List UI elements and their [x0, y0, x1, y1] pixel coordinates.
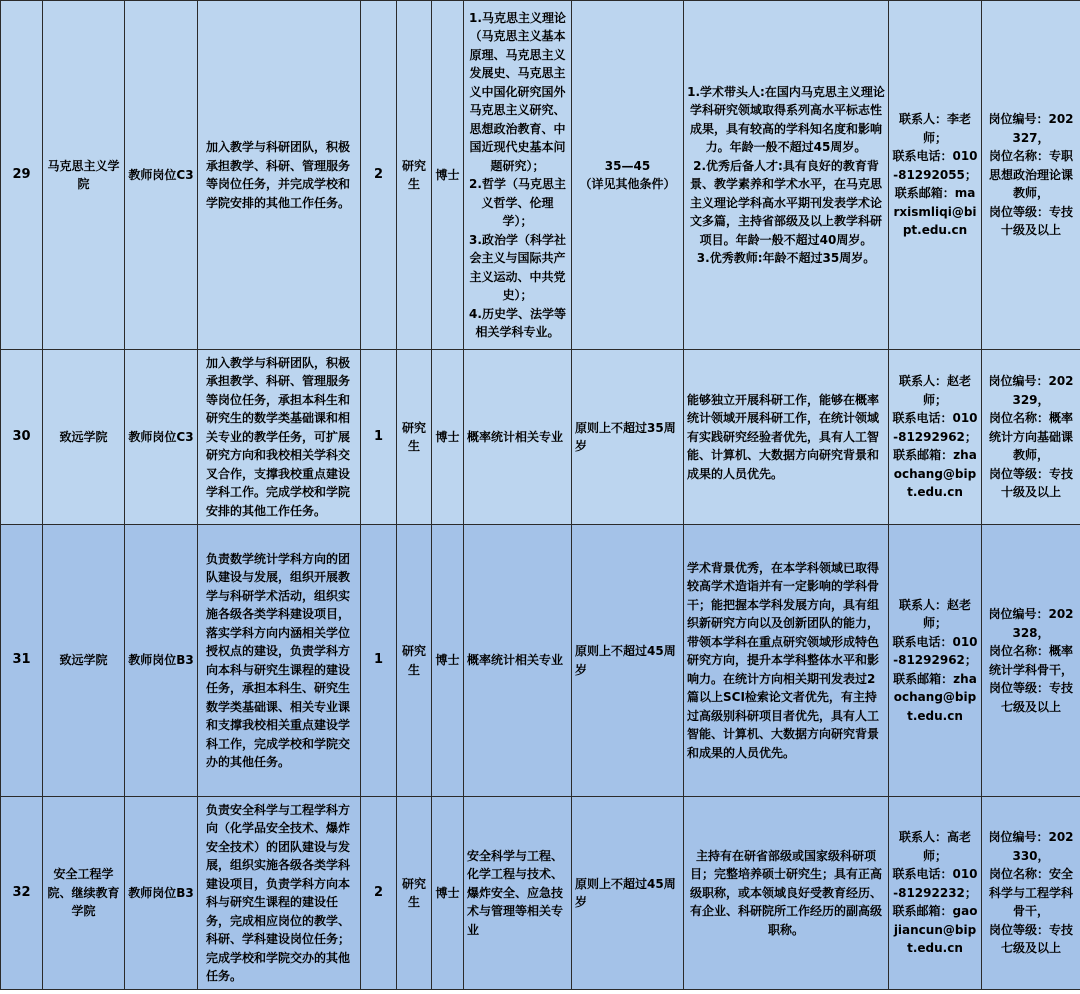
hire-count: 2	[361, 797, 397, 990]
position-name: 教师岗位C3	[125, 350, 198, 525]
college-name: 安全工程学院、继续教育学院	[43, 797, 125, 990]
education: 研究生	[397, 1, 432, 350]
major: 安全科学与工程、化学工程与技术、爆炸安全、应急技术与管理等相关专业	[464, 797, 572, 990]
major: 1.马克思主义理论（马克思主义基本原理、马克思主义发展史、马克思主义中国化研究国外马克思主义研究、思想政治教育、中国近现代史基本问题研究）； 2.哲学（马克思主义哲学、伦理学）； 3.政治学（科学社会主义与国际共产主义运动、中共党史）； 4.历史学、法学等相关学科专业。	[464, 1, 572, 350]
post-info: 岗位编号：202328， 岗位名称：概率统计学科骨干， 岗位等级：专技七级及以上	[982, 525, 1080, 797]
job-duty: 负责安全科学与工程学科方向（化学品安全技术、爆炸安全技术）的团队建设与发展，组织实施各级各类学科建设项目，负责学科方向本科与研究生课程的建设任务，完成相应岗位的教学、科研、学科建设岗位任务；完成学校和学院交办的其他任务。	[198, 797, 361, 990]
other-requirements: 主持有在研省部级或国家级科研项目；完整培养硕士研究生；具有正高级职称，或本领域良好受教育经历、有企业、科研院所工作经历的副高级职称。	[684, 797, 889, 990]
age-limit: 原则上不超过45周岁	[572, 525, 684, 797]
education: 研究生	[397, 350, 432, 525]
other-requirements: 1.学术带头人:在国内马克思主义理论学科研究领域取得系列高水平标志性成果，具有较高的学科知名度和影响力。年龄一般不超过45周岁。 2.优秀后备人才:具有良好的教育背景、教学素养和学术水平，在马克思主义理论学科高水平期刊发表学术论文多篇，主持省部级及以上教学科研项目。年龄一般不超过40周岁。 3.优秀教师:年龄不超过35周岁。	[684, 1, 889, 350]
contact-info: 联系人：李老师； 联系电话：010-81292055； 联系邮箱：marxismliqi@bipt.edu.cn	[889, 1, 982, 350]
table-row	[1, 1, 1080, 350]
position-name: 教师岗位B3	[125, 525, 198, 797]
hire-count: 1	[361, 350, 397, 525]
row-number: 31	[1, 525, 43, 797]
degree: 博士	[432, 797, 464, 990]
contact-info: 联系人：高老师； 联系电话：010-81292232； 联系邮箱：gaojiancun@bipt.edu.cn	[889, 797, 982, 990]
other-requirements: 学术背景优秀，在本学科领域已取得较高学术造诣并有一定影响的学科骨干；能把握本学科发展方向，具有组织新研究方向以及创新团队的能力，带领本学科在重点研究领域形成特色研究方向，提升本学科整体水平和影响力。在统计方向相关期刊发表过2篇以上SCI检索论文者优先，有主持过高级别科研项目者优先，具有人工智能、计算机、大数据方向研究背景和成果的人员优先。	[684, 525, 889, 797]
degree: 博士	[432, 525, 464, 797]
major: 概率统计相关专业	[464, 525, 572, 797]
row-number: 29	[1, 1, 43, 350]
age-limit: 35—45 （详见其他条件）	[572, 1, 684, 350]
contact-info: 联系人：赵老师； 联系电话：010-81292962； 联系邮箱：zhaochang@bipt.edu.cn	[889, 525, 982, 797]
post-info: 岗位编号：202329， 岗位名称：概率统计方向基础课教师， 岗位等级：专技十级及以上	[982, 350, 1080, 525]
hire-count: 1	[361, 525, 397, 797]
job-duty: 加入教学与科研团队，积极承担教学、科研、管理服务等岗位任务，并完成学校和学院安排的其他工作任务。	[198, 1, 361, 350]
major: 概率统计相关专业	[464, 350, 572, 525]
age-limit: 原则上不超过35周岁	[572, 350, 684, 525]
post-info: 岗位编号：202327， 岗位名称：专职思想政治理论课教师， 岗位等级：专技十级及以上	[982, 1, 1080, 350]
row-number: 30	[1, 350, 43, 525]
degree: 博士	[432, 350, 464, 525]
contact-info: 联系人：赵老师； 联系电话：010-81292962； 联系邮箱：zhaochang@bipt.edu.cn	[889, 350, 982, 525]
table-row	[1, 525, 1080, 797]
education: 研究生	[397, 797, 432, 990]
job-duty: 加入教学与科研团队，积极承担教学、科研、管理服务等岗位任务，承担本科生和研究生的数学类基础课和相关专业的教学任务，可扩展研究方向和我校相关学科交叉合作，支撑我校重点建设学科工作。完成学校和学院安排的其他工作任务。	[198, 350, 361, 525]
hire-count: 2	[361, 1, 397, 350]
post-info: 岗位编号：202330， 岗位名称：安全科学与工程学科骨干， 岗位等级：专技七级及以上	[982, 797, 1080, 990]
position-name: 教师岗位C3	[125, 1, 198, 350]
education: 研究生	[397, 525, 432, 797]
degree: 博士	[432, 1, 464, 350]
table-row	[1, 797, 1080, 990]
college-name: 致远学院	[43, 525, 125, 797]
other-requirements: 能够独立开展科研工作，能够在概率统计领域开展科研工作，在统计领域有实践研究经验者优先，具有人工智能、计算机、大数据方向研究背景和成果的人员优先。	[684, 350, 889, 525]
position-name: 教师岗位B3	[125, 797, 198, 990]
row-number: 32	[1, 797, 43, 990]
college-name: 马克思主义学院	[43, 1, 125, 350]
college-name: 致远学院	[43, 350, 125, 525]
age-limit: 原则上不超过45周岁	[572, 797, 684, 990]
job-duty: 负责数学统计学科方向的团队建设与发展，组织开展教学与科研学术活动，组织实施各级各类学科建设项目，落实学科方向内涵相关学位授权点的建设，负责学科方向本科与研究生课程的建设任务，承担本科生、研究生数学类基础课、相关专业课和支撑我校相关重点建设学科工作，完成学校和学院交办的其他任务。	[198, 525, 361, 797]
table-row	[1, 350, 1080, 525]
